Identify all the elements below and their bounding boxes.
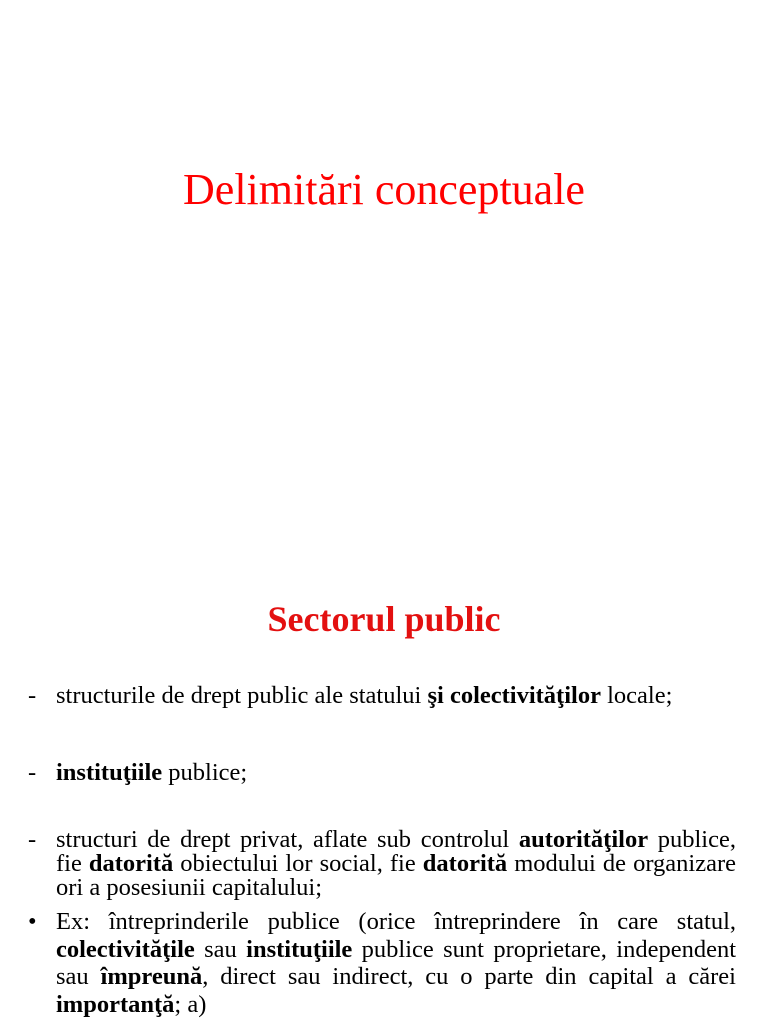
item-text-bold: instituţiile [246,935,353,963]
item-text: structuri de drept privat, aflate sub controlul [56,826,519,853]
item-text-bold: instituţiile [56,759,163,786]
item-text: structurile de drept public ale statului [56,682,428,709]
item-text-bold: autorităţilor [518,826,649,853]
list-item [28,908,736,1018]
item-text: Ex: întreprinderile publice (orice întreprindere în care statul, [56,908,736,935]
dash-marker: - [28,759,37,786]
item-text: sau [194,935,247,963]
item-text: locale; [600,682,673,709]
item-text-bold: colectivităţile [56,935,195,963]
bullet-list [28,684,736,1018]
item-text-bold: şi colectivităţilor [427,682,601,709]
item-text: , direct sau indirect, cu o parte din capital a cărei [202,963,736,990]
item-text-bold: importanţă [56,990,175,1018]
item-text: publice; [162,759,248,786]
section-heading: Sectorul public [267,599,501,639]
slide-title: Delimitări conceptuale [183,165,585,214]
item-text: modului de organizare ori a posesiunii capitalului; [56,850,736,901]
list-item [28,684,736,708]
bullet-marker: • [28,908,37,935]
item-text: obiectului lor social, fie [173,850,423,877]
item-text-bold: datorită [422,850,508,877]
item-text: ; a) [174,990,207,1018]
item-text: publice sunt proprietare, independent sau [56,935,736,990]
item-text-bold: împreună [100,963,203,990]
dash-marker: - [28,682,37,709]
list-item [28,828,736,900]
dash-marker: - [28,826,37,853]
item-text: publice, fie [56,826,736,877]
item-text-bold: datorită [88,850,174,877]
list-item [28,761,736,785]
